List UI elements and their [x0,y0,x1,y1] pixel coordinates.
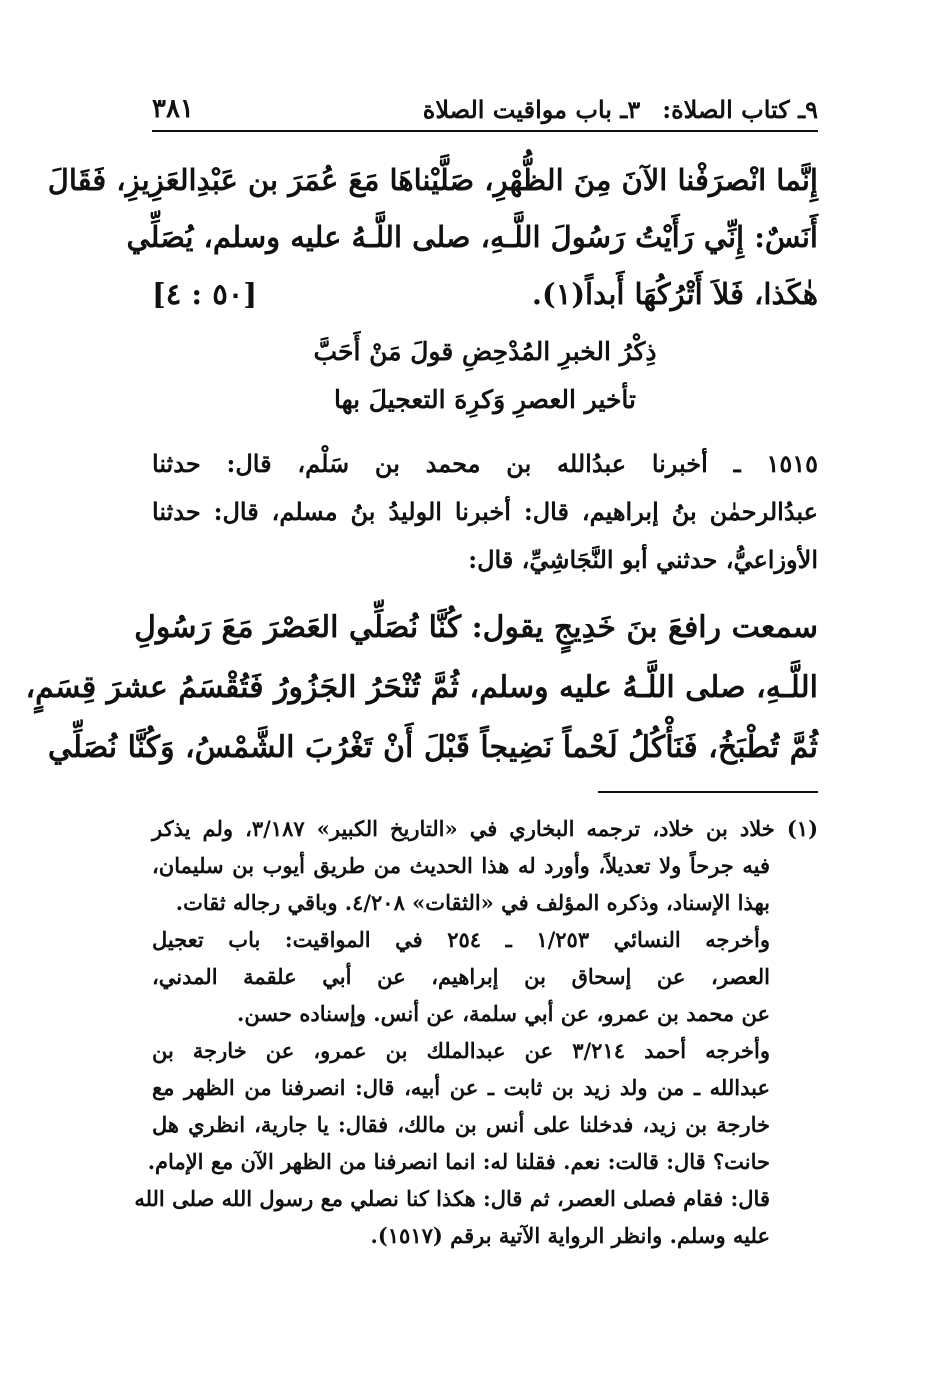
page-header [152,86,818,132]
footnote-line: خارجة بن زيد، فدخلنا على أنس بن مالك، فقال: يا جارية، انظري هل [152,1112,770,1137]
footnote-line: العصر، عن إسحاق بن إبراهيم، عن أبي علقمة المدني، [152,964,770,989]
footnote-line: بهذا الإسناد، وذكره المؤلف في «الثقات» ٤/٢٠٨. وباقي رجاله ثقات. [175,890,770,915]
footnote-line: وأخرجه النسائي ١/٢٥٣ ـ ٢٥٤ في المواقيت: باب تعجيل [152,927,770,952]
hadith-chain [152,440,818,584]
footnote-separator [598,791,818,793]
footnote-line: وأخرجه أحمد ٣/٢١٤ عن عبدالملك بن عمرو، عن خارجة بن [152,1038,770,1063]
text-line: ١٥١٥ ـ أخبرنا عبدُالله بن محمد بن سَلْم، قال: حدثنا [152,449,818,478]
text-line: سمعت رافعَ بنَ خَدِيجٍ يقول: كُنَّا نُصَلِّي العَصْرَ مَعَ رَسُولِ [134,610,818,645]
running-title [423,95,818,130]
hadith-text [25,598,818,778]
running-title-book: ٩ـ كتاب الصلاة: [662,95,818,124]
text-line: هٰكَذا، فَلاَ أَتْرُكُهَا أَبداً(١). [531,277,818,311]
footnote-line: عليه وسلم. وانظر الرواية الآتية برقم (١٥١٧). [370,1223,770,1248]
hadith-continuation [47,152,818,323]
footnote-line: عن محمد بن عمرو، عن أبي سلمة، عن أنس. وإسناده حسن. [237,1001,770,1026]
running-title-chapter: ٣ـ باب مواقيت الصلاة [422,95,641,124]
reference-mark: [٥٠ : ٤] [152,277,258,311]
footnote-line: عبدالله ـ من ولد زيد بن ثابت ـ عن أبيه، قال: انصرفنا من الظهر مع [152,1075,770,1100]
footnotes [134,810,818,1254]
text-line: ثُمَّ تُطْبَخُ، فَنَأْكُلُ لَحْماً نَضِيجاً قَبْلَ أَنْ تَغْرُبَ الشَّمْسُ، وَكُنَّا نُصَلِّي [47,730,818,765]
footnote-line: (١) خلاد بن خلاد، ترجمه البخاري في «التاريخ الكبير» ٣/١٨٧، ولم يذكر [152,816,818,841]
page-number: ٣٨١ [152,94,194,124]
footnote-line: قال: فقام فصلى العصر، ثم قال: هكذا كنا نصلي مع رسول الله صلى الله [134,1186,770,1211]
text-line: الأوزاعيُّ، حدثني أبو النَّجَاشِيِّ، قال: [468,545,818,574]
footnote-line: حانت؟ قال: قالت: نعم. فقلنا له: انما انصرفنا من الظهر الآن مع الإمام. [147,1149,770,1174]
footnote-line: فيه جرحاً ولا تعديلاً، وأورد له هذا الحديث من طريق أيوب بن سليمان، [152,853,770,878]
heading-line-2: تأخير العصرِ وَكرِهَ التعجيلَ بها [333,385,637,414]
heading-line-1: ذِكْرُ الخبرِ المُدْحِضِ قولَ مَنْ أَحَبَّ [313,337,657,366]
text-line-last [152,266,818,323]
text-line: عبدُالرحمٰن بنُ إبراهيم، قال: أخبرنا الوليدُ بنُ مسلم، قال: حدثنا [152,497,818,526]
text-line: إِنَّما انْصرَفْنا الآنَ مِنَ الظُّهْرِ، صَلَّيْناهَا مَعَ عُمَرَ بن عَبْدِالعَزِيزِ، فَقَالَ [47,163,818,197]
text-line: أَنَسٌ: إِنِّي رَأَيْتُ رَسُولَ اللَّـهِ، صلى اللَّـهُ عليه وسلم، يُصَلِّي [126,220,818,254]
section-heading [152,328,818,424]
text-line: اللَّـهِ، صلى اللَّـهُ عليه وسلم، ثُمَّ تُنْحَرُ الجَزُورُ فَتُقْسَمُ عشرَ قِسَمٍ، [25,670,818,705]
